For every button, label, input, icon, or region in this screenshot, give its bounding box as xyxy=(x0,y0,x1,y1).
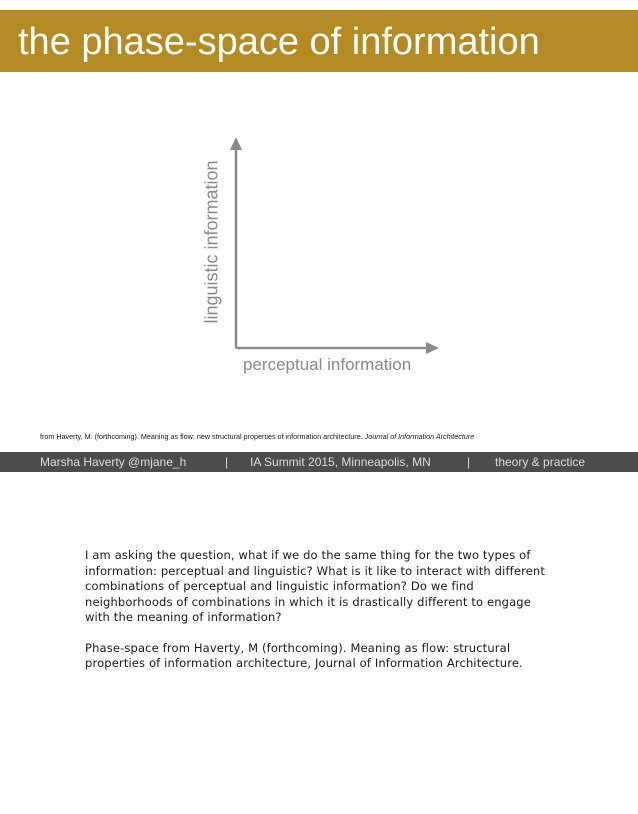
footer-event: IA Summit 2015, Minneapolis, MN xyxy=(250,455,431,469)
footer-tagline: theory & practice xyxy=(495,455,586,469)
footer-separator: | xyxy=(225,455,229,469)
x-axis-arrowhead xyxy=(426,342,439,354)
footer-separator: | xyxy=(467,455,471,469)
speaker-notes xyxy=(85,548,555,687)
slide-citation xyxy=(40,432,474,441)
y-axis-label: linguistic information xyxy=(201,160,222,324)
footer-author: Marsha Haverty @mjane_h xyxy=(40,455,187,469)
notes-paragraph: I am asking the question, what if we do the same thing for the two types of information: perceptual and linguistic? What is it like to interact with different combinations of perceptual and linguistic information? Do we find neighborhoods of combinations in which it is drastically different to engage with the meaning of information? xyxy=(85,548,546,624)
slide-footer xyxy=(0,452,638,472)
citation-journal: Journal of Information Architecture xyxy=(364,432,475,441)
citation-text: from Haverty, M. (forthcoming). Meaning as flow: new structural properties of information architecture. xyxy=(40,432,365,441)
x-axis-label: perceptual information xyxy=(243,355,412,374)
notes-paragraph: Phase-space from Haverty, M (forthcoming). Meaning as flow: structural properties of information architecture, Journal of Information Architecture. xyxy=(85,640,523,670)
y-axis-arrowhead xyxy=(230,137,242,150)
slide-title: the phase-space of information xyxy=(18,21,540,63)
